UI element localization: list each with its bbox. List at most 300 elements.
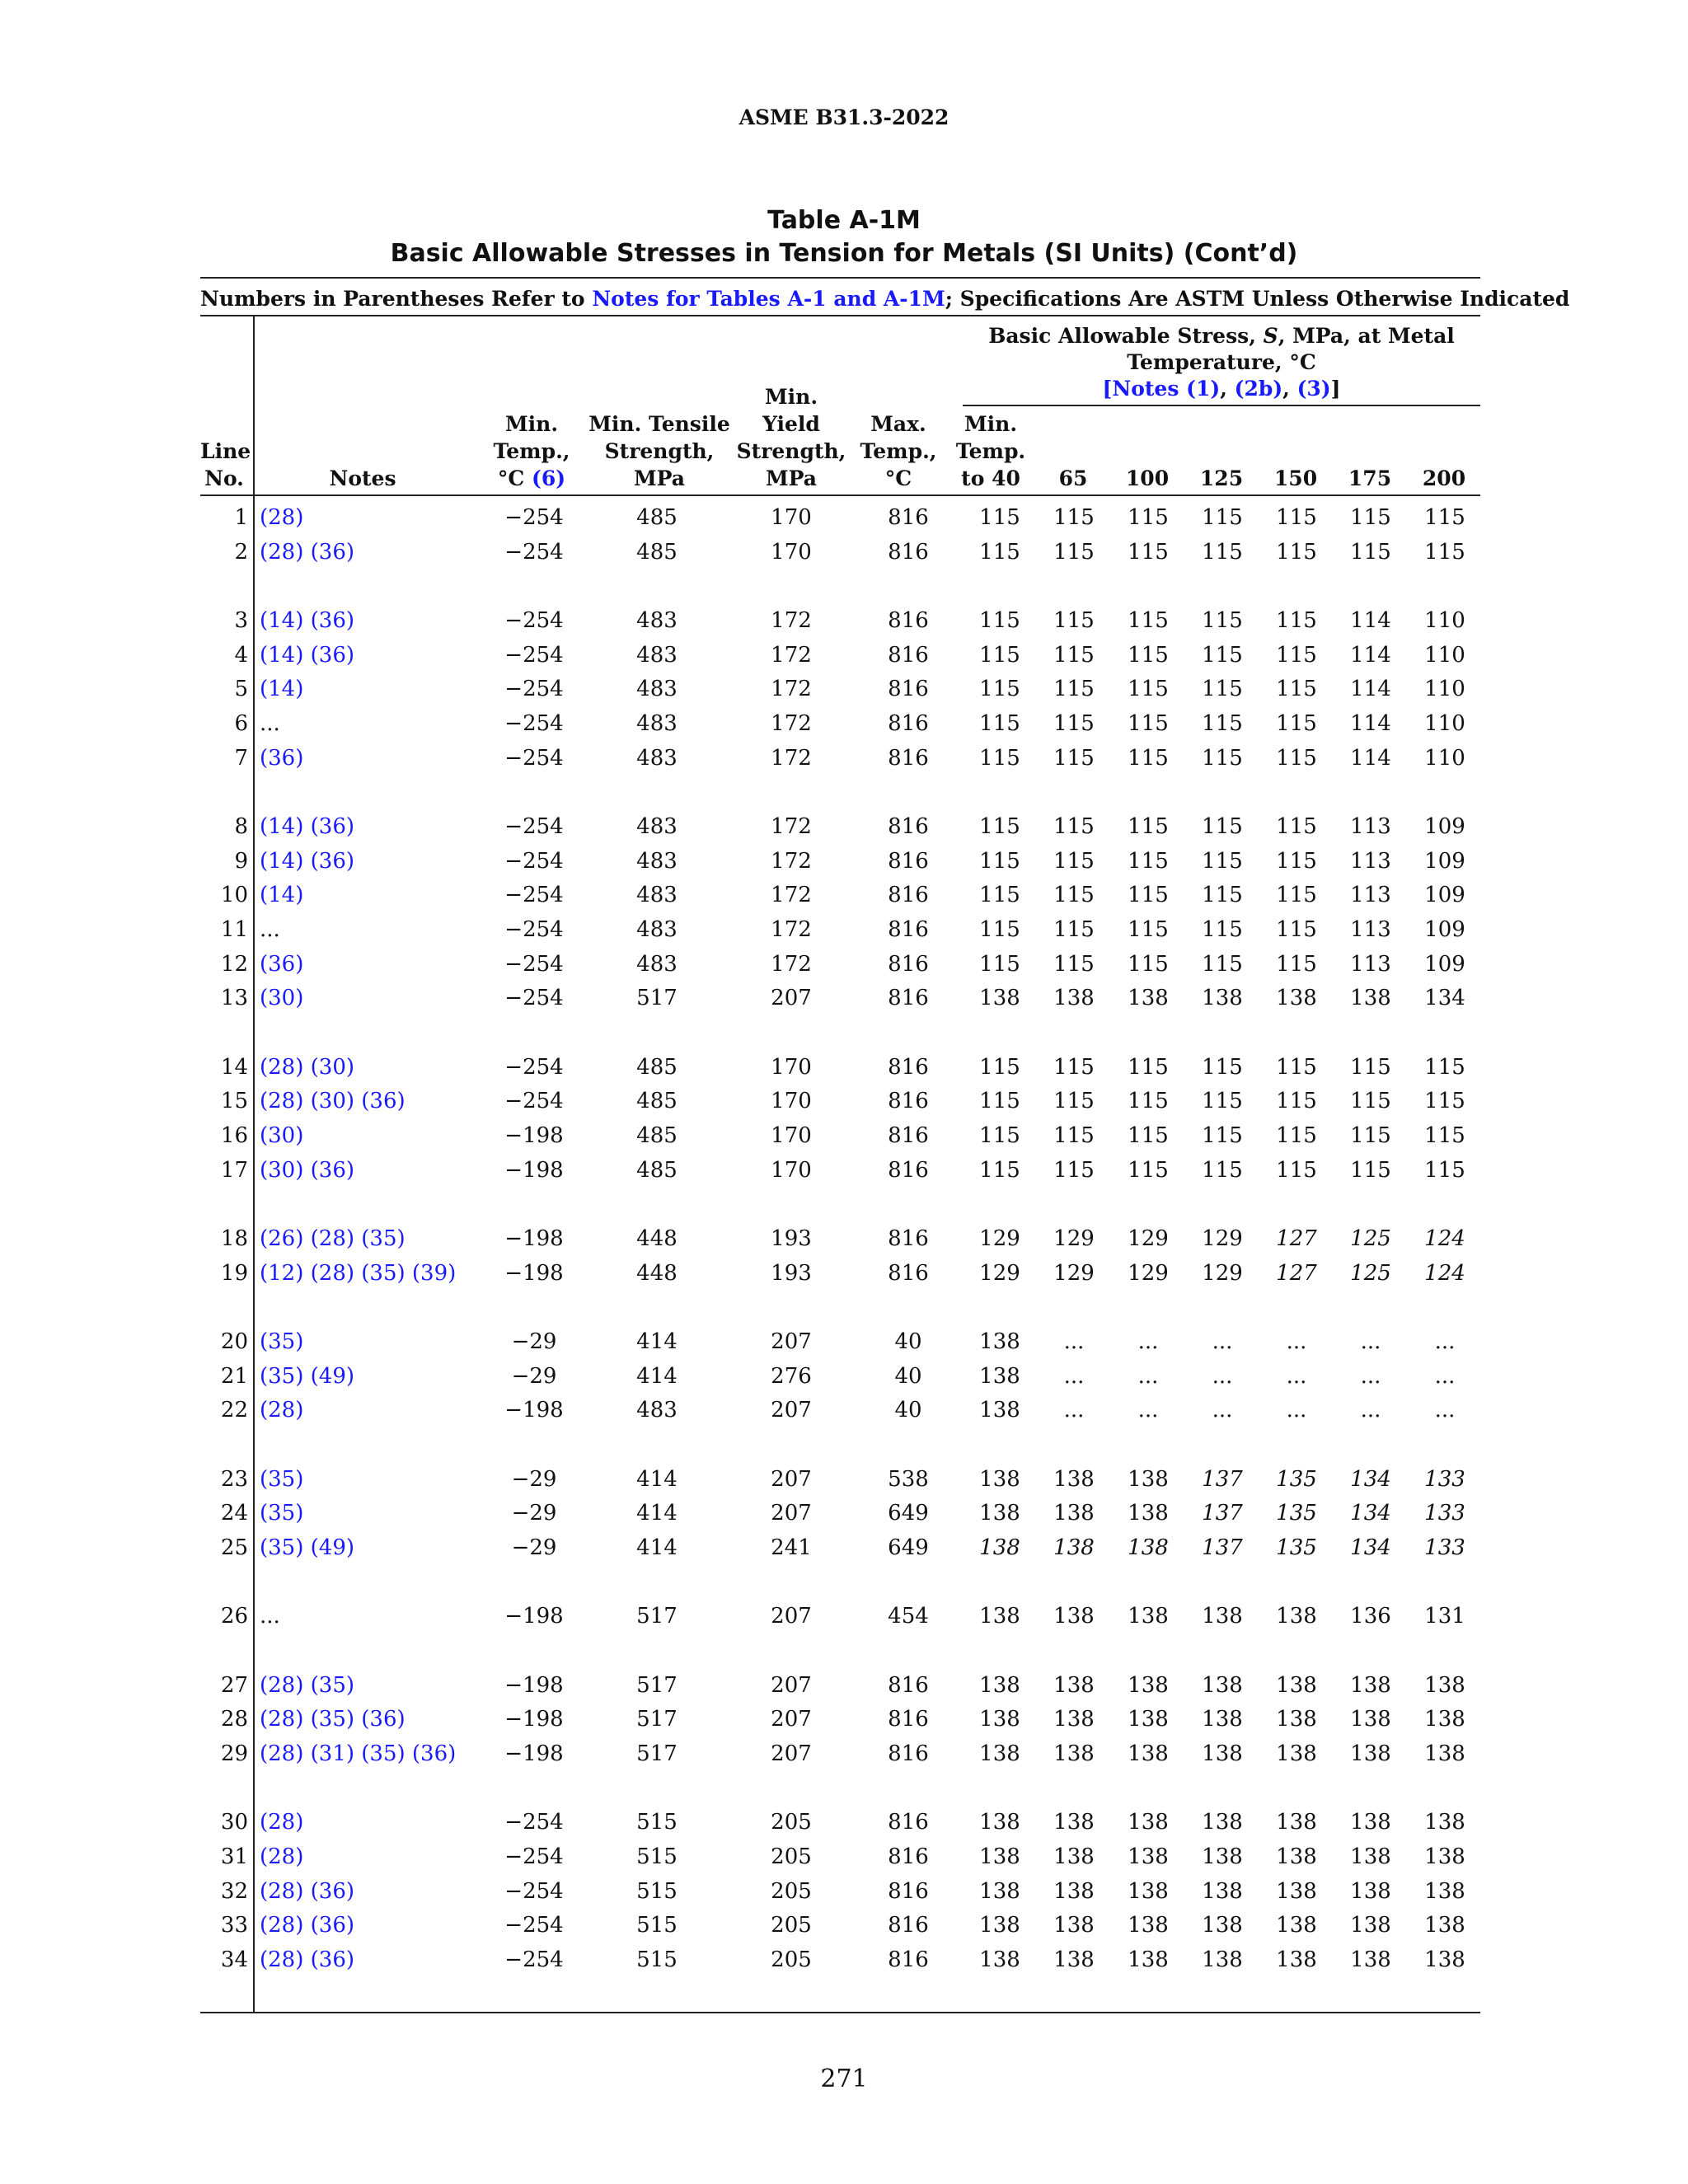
- header-text: Min.: [964, 412, 1018, 436]
- cell-stress-125: 137: [1202, 1467, 1243, 1492]
- cell-line-number: 9: [234, 849, 248, 874]
- header-text: MPa: [766, 466, 817, 490]
- header-temp-175: 175: [1348, 466, 1392, 490]
- cell-line-number: 3: [234, 608, 248, 633]
- cell-stress-175: 115: [1350, 540, 1391, 565]
- table-row: [0, 1327, 1688, 1357]
- cell-stress-200: 124: [1424, 1226, 1465, 1251]
- cell-stress-125: 138: [1202, 1810, 1243, 1835]
- cell-notes[interactable]: (14) (36): [260, 849, 355, 874]
- cell-min-temp: −254: [504, 917, 564, 942]
- cell-min-temp: −198: [504, 1707, 564, 1732]
- cell-stress-125: 138: [1202, 986, 1243, 1010]
- header-text: °C: [884, 466, 912, 490]
- cell-stress-125: 115: [1202, 1123, 1243, 1148]
- cell-max-temp: 816: [888, 643, 929, 668]
- header-text: Strength,: [736, 439, 846, 463]
- cell-stress-100: 138: [1128, 1913, 1169, 1938]
- cell-stress-175: 134: [1350, 1535, 1391, 1560]
- cell-max-temp: 816: [888, 677, 929, 701]
- cell-line-number: 12: [220, 952, 248, 977]
- cell-stress-150: 138: [1276, 1707, 1317, 1732]
- table-row: [0, 537, 1688, 567]
- cell-stress-100: 138: [1128, 1810, 1169, 1835]
- cell-min-tensile: 448: [636, 1261, 678, 1286]
- cell-notes[interactable]: (28) (31) (35) (36): [260, 1741, 457, 1766]
- cell-stress-175: 138: [1350, 1879, 1391, 1904]
- table-row: [0, 1155, 1688, 1185]
- table-row: [0, 1945, 1688, 1975]
- cell-min-temp: −29: [511, 1329, 557, 1354]
- header-text: Temp.,: [493, 439, 570, 463]
- cell-stress-min-to-40: 115: [979, 1089, 1020, 1113]
- cell-max-temp: 816: [888, 1673, 929, 1698]
- cell-min-tensile: 483: [636, 608, 678, 633]
- cell-max-temp: 816: [888, 608, 929, 633]
- cell-stress-175: 125: [1350, 1226, 1391, 1251]
- cell-min-temp: −198: [504, 1741, 564, 1766]
- cell-max-temp: 816: [888, 1226, 929, 1251]
- cell-stress-150: 115: [1276, 540, 1317, 565]
- cell-stress-125: 115: [1202, 711, 1243, 736]
- cell-stress-100: 138: [1128, 1844, 1169, 1869]
- cell-notes: ...: [260, 711, 280, 736]
- cell-stress-min-to-40: 115: [979, 1123, 1020, 1148]
- cell-min-yield: 207: [771, 1398, 812, 1422]
- cell-notes[interactable]: (30) (36): [260, 1158, 355, 1183]
- cell-line-number: 6: [234, 711, 248, 736]
- cell-stress-65: 115: [1053, 917, 1095, 942]
- cell-line-number: 33: [220, 1913, 248, 1938]
- table-number: Table A-1M: [767, 206, 921, 235]
- cell-min-temp: −254: [504, 986, 564, 1010]
- cell-notes[interactable]: (14) (36): [260, 643, 355, 668]
- cell-line-number: 32: [220, 1879, 248, 1904]
- cell-stress-min-to-40: 115: [979, 849, 1020, 874]
- header-notes: Notes: [329, 466, 396, 490]
- cell-min-tensile: 483: [636, 746, 678, 771]
- cell-stress-100: 138: [1128, 1535, 1169, 1560]
- cell-stress-150: 115: [1276, 1089, 1317, 1113]
- cell-stress-125: 129: [1202, 1226, 1243, 1251]
- cell-stress-150: 138: [1276, 1947, 1317, 1972]
- cell-line-number: 31: [220, 1844, 248, 1869]
- cell-min-yield: 170: [771, 1089, 812, 1113]
- cell-min-temp: −254: [504, 952, 564, 977]
- cell-stress-175: 113: [1350, 849, 1391, 874]
- cell-min-yield: 207: [771, 1467, 812, 1492]
- cell-max-temp: 816: [888, 1261, 929, 1286]
- header-max-temp: [857, 410, 940, 492]
- cell-line-number: 29: [220, 1741, 248, 1766]
- cell-notes[interactable]: (14): [260, 677, 304, 701]
- cell-line-number: 1: [234, 505, 248, 530]
- cell-max-temp: 816: [888, 1089, 929, 1113]
- cell-max-temp: 816: [888, 849, 929, 874]
- cell-stress-125: 129: [1202, 1261, 1243, 1286]
- note-2b-link[interactable]: (2b): [1234, 377, 1283, 401]
- cell-min-temp: −198: [504, 1604, 564, 1629]
- table-bottom-rule: [200, 2012, 1480, 2013]
- cell-min-tensile: 485: [636, 1055, 678, 1080]
- cell-min-tensile: 517: [636, 1673, 678, 1698]
- cell-notes[interactable]: (28) (35): [260, 1673, 355, 1698]
- cell-stress-125: 138: [1202, 1947, 1243, 1972]
- cell-stress-min-to-40: 129: [979, 1226, 1020, 1251]
- cell-notes[interactable]: (28) (36): [260, 1879, 355, 1904]
- cell-max-temp: 816: [888, 540, 929, 565]
- cell-min-yield: 172: [771, 814, 812, 839]
- cell-stress-125: 115: [1202, 540, 1243, 565]
- cell-min-tensile: 414: [636, 1535, 678, 1560]
- cell-notes[interactable]: (28) (36): [260, 1913, 355, 1938]
- cell-min-tensile: 485: [636, 505, 678, 530]
- cell-notes[interactable]: (28): [260, 1844, 304, 1869]
- table-row: [0, 880, 1688, 910]
- cell-min-tensile: 414: [636, 1467, 678, 1492]
- header-text: Max.: [870, 412, 926, 436]
- cell-max-temp: 816: [888, 952, 929, 977]
- cell-stress-125: 115: [1202, 677, 1243, 701]
- cell-line-number: 19: [220, 1261, 248, 1286]
- cell-min-tensile: 483: [636, 952, 678, 977]
- table-row: [0, 1671, 1688, 1700]
- cell-notes[interactable]: (14) (36): [260, 814, 355, 839]
- cell-min-tensile: 515: [636, 1844, 678, 1869]
- cell-stress-200: 109: [1424, 814, 1465, 839]
- cell-notes[interactable]: (28) (30) (36): [260, 1089, 406, 1113]
- table-row: [0, 1807, 1688, 1837]
- cell-min-tensile: 515: [636, 1947, 678, 1972]
- cell-min-temp: −254: [504, 1947, 564, 1972]
- cell-min-temp: −254: [504, 677, 564, 701]
- cell-min-yield: 207: [771, 1707, 812, 1732]
- cell-stress-min-to-40: 115: [979, 1158, 1020, 1183]
- cell-stress-100: 138: [1128, 1947, 1169, 1972]
- cell-stress-min-to-40: 115: [979, 917, 1020, 942]
- cell-stress-min-to-40: 115: [979, 540, 1020, 565]
- cell-notes[interactable]: (14) (36): [260, 608, 355, 633]
- table-row: [0, 1361, 1688, 1391]
- cell-line-number: 10: [220, 883, 248, 907]
- cell-stress-175: 113: [1350, 952, 1391, 977]
- cell-stress-200: 138: [1424, 1913, 1465, 1938]
- cell-stress-100: 129: [1128, 1226, 1169, 1251]
- cell-stress-min-to-40: 138: [979, 1535, 1020, 1560]
- cell-max-temp: 816: [888, 711, 929, 736]
- cell-stress-100: 115: [1128, 952, 1169, 977]
- table-title: Basic Allowable Stresses in Tension for Metals (SI Units) (Cont’d): [390, 239, 1298, 268]
- cell-max-temp: 816: [888, 1844, 929, 1869]
- cell-stress-100: 115: [1128, 917, 1169, 942]
- table-row: [0, 1739, 1688, 1769]
- cell-stress-min-to-40: 138: [979, 1947, 1020, 1972]
- table-row: [0, 949, 1688, 979]
- cell-notes[interactable]: (28): [260, 1810, 304, 1835]
- cell-min-tensile: 414: [636, 1364, 678, 1389]
- cell-stress-min-to-40: 138: [979, 1879, 1020, 1904]
- cell-stress-175: 138: [1350, 1673, 1391, 1698]
- cell-min-temp: −254: [504, 746, 564, 771]
- cell-stress-200: 115: [1424, 1123, 1465, 1148]
- cell-stress-125: 138: [1202, 1604, 1243, 1629]
- cell-max-temp: 816: [888, 1158, 929, 1183]
- cell-stress-min-to-40: 115: [979, 643, 1020, 668]
- cell-stress-min-to-40: 138: [979, 1467, 1020, 1492]
- header-text: Line: [200, 439, 251, 463]
- cell-stress-125: 115: [1202, 1055, 1243, 1080]
- cell-notes[interactable]: (35) (49): [260, 1364, 355, 1389]
- cell-line-number: 11: [220, 917, 248, 942]
- cell-notes[interactable]: (30): [260, 986, 304, 1010]
- cell-max-temp: 816: [888, 986, 929, 1010]
- cell-stress-min-to-40: 115: [979, 677, 1020, 701]
- cell-min-yield: 172: [771, 849, 812, 874]
- cell-max-temp: 816: [888, 1810, 929, 1835]
- cell-notes[interactable]: (36): [260, 746, 304, 771]
- header-min-temp: [482, 410, 581, 492]
- cell-stress-175: 138: [1350, 986, 1391, 1010]
- header-temp-100: 100: [1125, 466, 1170, 490]
- cell-stress-150: 115: [1276, 814, 1317, 839]
- cell-stress-125: 115: [1202, 849, 1243, 874]
- table-row: [0, 1601, 1688, 1631]
- cell-stress-65: 138: [1053, 1673, 1095, 1698]
- cell-stress-65: 129: [1053, 1261, 1095, 1286]
- cell-stress-min-to-40: 115: [979, 746, 1020, 771]
- cell-stress-65: 138: [1053, 1810, 1095, 1835]
- cell-notes[interactable]: (35): [260, 1501, 304, 1526]
- cell-max-temp: 816: [888, 1123, 929, 1148]
- cell-notes[interactable]: (28) (36): [260, 1947, 355, 1972]
- header-min-tensile: [585, 410, 734, 492]
- cell-stress-65: 115: [1053, 608, 1095, 633]
- cell-stress-200: 115: [1424, 1089, 1465, 1113]
- table-row: [0, 1258, 1688, 1288]
- cell-stress-65: ...: [1063, 1364, 1085, 1389]
- cell-line-number: 8: [234, 814, 248, 839]
- cell-stress-175: 115: [1350, 505, 1391, 530]
- cell-line-number: 26: [220, 1604, 248, 1629]
- cell-stress-100: 138: [1128, 1707, 1169, 1732]
- cell-min-tensile: 517: [636, 1707, 678, 1732]
- cell-stress-125: 115: [1202, 1158, 1243, 1183]
- cell-min-yield: 172: [771, 711, 812, 736]
- bracket-close: ]: [1330, 377, 1341, 401]
- header-text: [482, 465, 581, 492]
- table-row: [0, 915, 1688, 944]
- cell-notes[interactable]: (35): [260, 1329, 304, 1354]
- cell-stress-65: 138: [1053, 1467, 1095, 1492]
- note-1-link[interactable]: (1): [1186, 377, 1221, 401]
- header-bottom-rule: [200, 494, 1480, 496]
- table-row: [0, 1465, 1688, 1494]
- cell-notes[interactable]: (28) (35) (36): [260, 1707, 406, 1732]
- cell-stress-65: 138: [1053, 1913, 1095, 1938]
- cell-stress-200: 131: [1424, 1604, 1465, 1629]
- stress-header-line3: [963, 376, 1480, 402]
- cell-min-temp: −29: [511, 1364, 557, 1389]
- cell-min-tensile: 483: [636, 711, 678, 736]
- table-row: [0, 1704, 1688, 1734]
- notes-link[interactable]: Notes for Tables A-1 and A-1M: [592, 287, 945, 311]
- cell-max-temp: 649: [888, 1535, 929, 1560]
- cell-stress-200: 109: [1424, 952, 1465, 977]
- cell-stress-65: 138: [1053, 1501, 1095, 1526]
- cell-stress-200: ...: [1434, 1329, 1456, 1354]
- cell-notes[interactable]: (28): [260, 1398, 304, 1422]
- notes-label-link[interactable]: Notes: [1112, 377, 1187, 401]
- cell-stress-200: 138: [1424, 1947, 1465, 1972]
- cell-stress-125: 115: [1202, 952, 1243, 977]
- cell-min-yield: 172: [771, 952, 812, 977]
- note-6-link[interactable]: (6): [532, 466, 566, 490]
- note-3-link[interactable]: (3): [1296, 377, 1331, 401]
- cell-stress-min-to-40: 138: [979, 1810, 1020, 1835]
- cell-stress-150: 115: [1276, 1158, 1317, 1183]
- cell-stress-150: 138: [1276, 986, 1317, 1010]
- cell-stress-200: 138: [1424, 1879, 1465, 1904]
- notes-banner-suffix: ; Specifications Are ASTM Unless Otherwise Indicated: [945, 287, 1570, 311]
- cell-stress-65: 138: [1053, 1535, 1095, 1560]
- cell-min-tensile: 485: [636, 1158, 678, 1183]
- cell-min-yield: 193: [771, 1261, 812, 1286]
- cell-stress-min-to-40: 115: [979, 814, 1020, 839]
- header-text: Temp.,: [860, 439, 937, 463]
- cell-min-yield: 205: [771, 1947, 812, 1972]
- cell-stress-65: 138: [1053, 1947, 1095, 1972]
- cell-stress-200: 134: [1424, 986, 1465, 1010]
- cell-stress-175: ...: [1360, 1398, 1381, 1422]
- cell-min-tensile: 448: [636, 1226, 678, 1251]
- cell-notes[interactable]: (26) (28) (35): [260, 1226, 406, 1251]
- cell-stress-100: 115: [1128, 677, 1169, 701]
- cell-min-temp: −254: [504, 540, 564, 565]
- header-text: Min.: [764, 385, 818, 409]
- cell-min-yield: 205: [771, 1913, 812, 1938]
- cell-line-number: 5: [234, 677, 248, 701]
- cell-stress-150: 127: [1276, 1261, 1317, 1286]
- cell-min-yield: 170: [771, 1123, 812, 1148]
- cell-line-number: 7: [234, 746, 248, 771]
- cell-min-yield: 172: [771, 677, 812, 701]
- cell-stress-65: 115: [1053, 746, 1095, 771]
- table-row: [0, 1533, 1688, 1563]
- cell-stress-100: 115: [1128, 746, 1169, 771]
- cell-stress-min-to-40: 115: [979, 952, 1020, 977]
- cell-stress-65: 115: [1053, 883, 1095, 907]
- cell-stress-150: 115: [1276, 917, 1317, 942]
- cell-stress-200: 115: [1424, 1158, 1465, 1183]
- cell-max-temp: 816: [888, 746, 929, 771]
- stress-group-header: [963, 323, 1480, 402]
- cell-min-temp: −254: [504, 883, 564, 907]
- cell-stress-150: 115: [1276, 505, 1317, 530]
- table-row: [0, 606, 1688, 635]
- cell-stress-65: 115: [1053, 677, 1095, 701]
- header-min-yield: [734, 383, 849, 492]
- cell-stress-65: 115: [1053, 1123, 1095, 1148]
- cell-stress-175: 138: [1350, 1741, 1391, 1766]
- table-row: [0, 674, 1688, 704]
- notes-banner-rule: [200, 315, 1480, 316]
- table-row: [0, 1877, 1688, 1906]
- cell-notes[interactable]: (36): [260, 952, 304, 977]
- cell-min-yield: 193: [771, 1226, 812, 1251]
- cell-stress-175: 114: [1350, 746, 1391, 771]
- table-row: [0, 1086, 1688, 1116]
- cell-stress-200: 138: [1424, 1741, 1465, 1766]
- header-text: Strength,: [604, 439, 715, 463]
- cell-stress-65: 129: [1053, 1226, 1095, 1251]
- cell-stress-175: 115: [1350, 1055, 1391, 1080]
- cell-notes[interactable]: (12) (28) (35) (39): [260, 1261, 457, 1286]
- cell-notes[interactable]: (28): [260, 505, 304, 530]
- cell-stress-125: 115: [1202, 746, 1243, 771]
- cell-stress-175: ...: [1360, 1364, 1381, 1389]
- cell-notes[interactable]: (30): [260, 1123, 304, 1148]
- cell-stress-150: 115: [1276, 608, 1317, 633]
- cell-notes[interactable]: (28) (30): [260, 1055, 355, 1080]
- cell-stress-min-to-40: 138: [979, 1398, 1020, 1422]
- cell-stress-100: 138: [1128, 1673, 1169, 1698]
- header-text: Temp.: [955, 439, 1026, 463]
- cell-stress-100: 115: [1128, 814, 1169, 839]
- cell-min-temp: −254: [504, 1879, 564, 1904]
- cell-min-tensile: 483: [636, 677, 678, 701]
- cell-line-number: 22: [220, 1398, 248, 1422]
- cell-stress-125: 115: [1202, 814, 1243, 839]
- cell-notes[interactable]: (35) (49): [260, 1535, 355, 1560]
- cell-stress-175: 138: [1350, 1810, 1391, 1835]
- cell-stress-100: 138: [1128, 1879, 1169, 1904]
- cell-min-tensile: 483: [636, 917, 678, 942]
- header-text: MPa: [634, 466, 685, 490]
- cell-min-yield: 172: [771, 917, 812, 942]
- cell-stress-100: 138: [1128, 986, 1169, 1010]
- cell-stress-200: 133: [1424, 1501, 1465, 1526]
- cell-stress-200: 110: [1424, 643, 1465, 668]
- cell-line-number: 20: [220, 1329, 248, 1354]
- separator: ,: [1282, 377, 1297, 401]
- cell-stress-65: 115: [1053, 849, 1095, 874]
- cell-stress-65: 138: [1053, 1879, 1095, 1904]
- cell-stress-175: 136: [1350, 1604, 1391, 1629]
- cell-stress-200: ...: [1434, 1398, 1456, 1422]
- cell-notes[interactable]: (28) (36): [260, 540, 355, 565]
- header-line-no: [200, 438, 251, 492]
- cell-stress-100: 138: [1128, 1741, 1169, 1766]
- cell-notes[interactable]: (14): [260, 883, 304, 907]
- cell-stress-150: 138: [1276, 1913, 1317, 1938]
- cell-stress-150: 135: [1276, 1467, 1317, 1492]
- cell-stress-125: 115: [1202, 917, 1243, 942]
- cell-min-temp: −198: [504, 1158, 564, 1183]
- cell-stress-100: 115: [1128, 608, 1169, 633]
- cell-stress-100: 115: [1128, 643, 1169, 668]
- cell-min-tensile: 485: [636, 540, 678, 565]
- cell-notes[interactable]: (35): [260, 1467, 304, 1492]
- cell-min-yield: 172: [771, 643, 812, 668]
- cell-line-number: 2: [234, 540, 248, 565]
- table-row: [0, 640, 1688, 670]
- cell-min-yield: 205: [771, 1879, 812, 1904]
- cell-line-number: 16: [220, 1123, 248, 1148]
- cell-stress-min-to-40: 138: [979, 1913, 1020, 1938]
- cell-stress-175: 138: [1350, 1913, 1391, 1938]
- cell-min-temp: −198: [504, 1123, 564, 1148]
- cell-min-yield: 207: [771, 1741, 812, 1766]
